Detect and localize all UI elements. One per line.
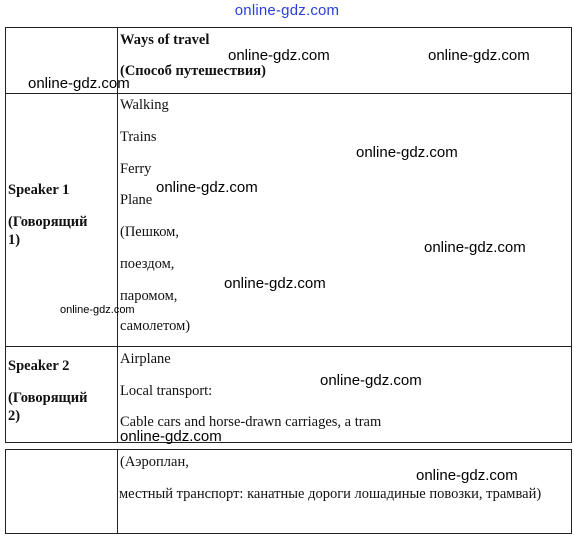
table2-border-left [5, 449, 6, 534]
header-title: Ways of travel [120, 32, 210, 48]
watermark-10: online-gdz.com [120, 428, 222, 445]
table-border-bottom [5, 442, 572, 443]
watermark-9: online-gdz.com [320, 372, 422, 389]
speaker-2-label-ru-end: 2) [8, 408, 21, 424]
watermark-2: online-gdz.com [428, 47, 530, 64]
list-item: (Пешком, [120, 224, 179, 240]
speaker-1-label-ru: (Говорящий [8, 214, 88, 230]
list-item: поездом, [120, 256, 175, 272]
list-item: Cable cars and horse-drawn carriages, a tram [120, 414, 382, 430]
speaker-1-label: Speaker 1 [8, 182, 70, 198]
speaker-1-label-ru-end: 1) [8, 232, 21, 248]
list-item: самолетом) [120, 318, 191, 334]
list-item: Plane [120, 192, 153, 208]
watermark-1: online-gdz.com [228, 47, 330, 64]
table2-border-right [571, 449, 572, 534]
table-border-right [571, 27, 572, 443]
list-item: Trains [120, 129, 157, 145]
watermark-7: online-gdz.com [224, 275, 326, 292]
table2-border-top [5, 449, 572, 450]
watermark-8: online-gdz.com [60, 304, 135, 316]
table2-column-divider [117, 449, 118, 534]
table-border-header-bottom [5, 93, 572, 94]
list-item: Walking [120, 97, 169, 113]
translation-line-2: местный транспорт: канатные дороги лошадиные повозки, трамвай) [119, 486, 542, 502]
table-border-row1-bottom [5, 346, 572, 347]
header-subtitle: (Способ путешествия) [120, 63, 266, 79]
list-item: Airplane [120, 351, 171, 367]
translation-line-1: (Аэроплан, [120, 454, 189, 470]
watermark-6: online-gdz.com [424, 239, 526, 256]
speaker-2-label-ru: (Говорящий [8, 390, 88, 406]
watermark-5: online-gdz.com [156, 179, 258, 196]
watermark-4: online-gdz.com [356, 144, 458, 161]
table-border-left [5, 27, 6, 443]
list-item: Local transport: [120, 383, 213, 399]
watermark-3: online-gdz.com [28, 75, 130, 92]
watermark-11: online-gdz.com [416, 467, 518, 484]
table-border-top [5, 27, 572, 28]
list-item: паромом, [120, 288, 178, 304]
top-watermark: online-gdz.com [234, 2, 340, 19]
list-item: Ferry [120, 161, 152, 177]
table2-border-bottom [5, 533, 572, 534]
speaker-2-label: Speaker 2 [8, 358, 70, 374]
